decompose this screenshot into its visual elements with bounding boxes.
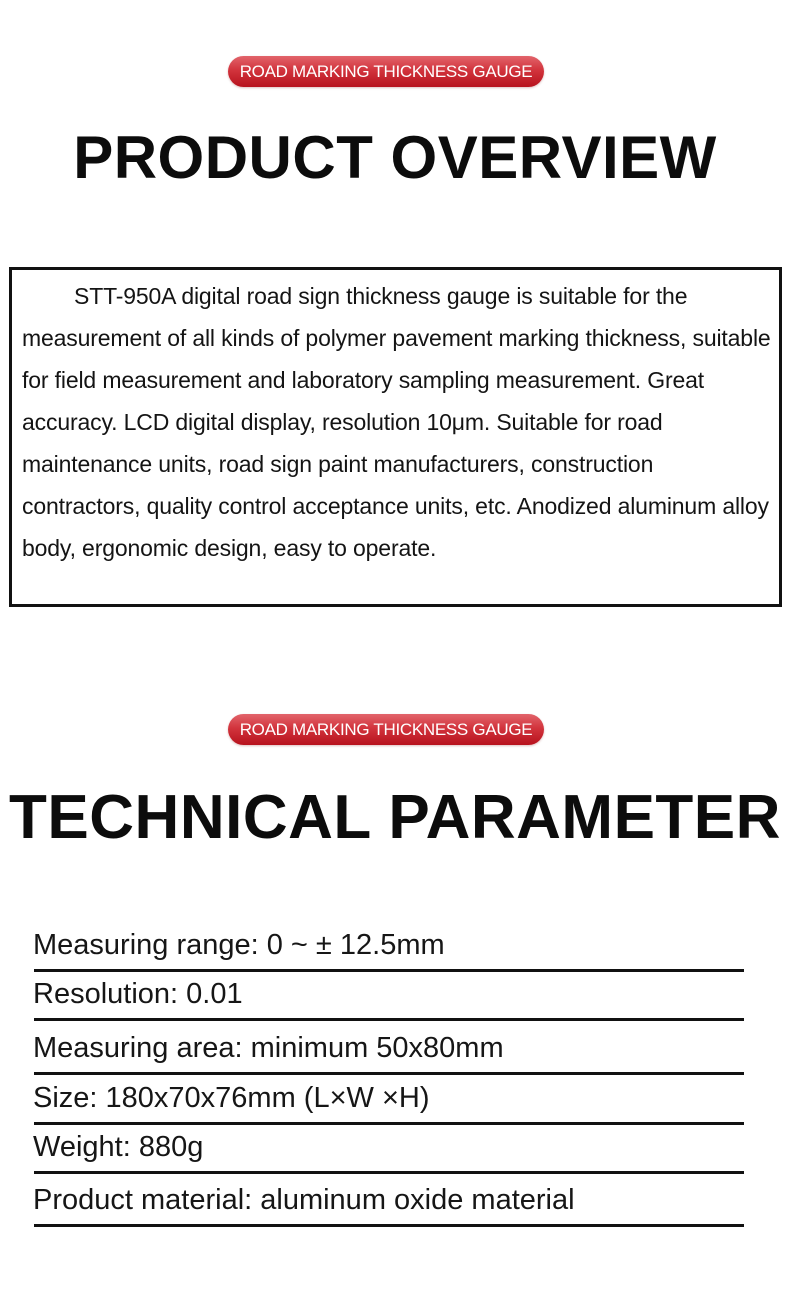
param-text: Measuring area: minimum 50x80mm [33,1032,504,1064]
page-title-product-overview: PRODUCT OVERVIEW [73,124,717,191]
technical-parameter-list [34,924,744,1227]
product-overview-box [9,267,782,607]
param-row-resolution [34,972,744,1021]
param-text: Product material: aluminum oxide material [33,1184,575,1216]
product-overview-description: STT-950A digital road sign thickness gauge is suitable for the measurement of all kinds of polymer pavement marking thickness, suitable for field measurement and laboratory sampling measurement. Great accuracy. LCD digital display, resolution 10μm. Suitable for road maintenance units, road sign paint manufacturers, construction contractors, quality control acceptance units, etc. Anodized aluminum alloy body, ergonomic design, easy to operate. [22,283,771,561]
param-row-material [34,1174,744,1227]
page-title-technical-parameter: TECHNICAL PARAMETER [9,783,781,852]
param-text: Measuring range: 0 ~ ± 12.5mm [33,929,445,961]
param-row-measuring-range [34,924,744,972]
section-badge-overview: ROAD MARKING THICKNESS GAUGE [228,56,544,87]
param-text: Size: 180x70x76mm (L×W ×H) [33,1082,430,1114]
param-text: Resolution: 0.01 [33,978,243,1010]
param-row-measuring-area [34,1021,744,1075]
param-row-size [34,1075,744,1125]
param-text: Weight: 880g [33,1131,204,1163]
section-badge-technical: ROAD MARKING THICKNESS GAUGE [228,714,544,745]
param-row-weight [34,1125,744,1174]
